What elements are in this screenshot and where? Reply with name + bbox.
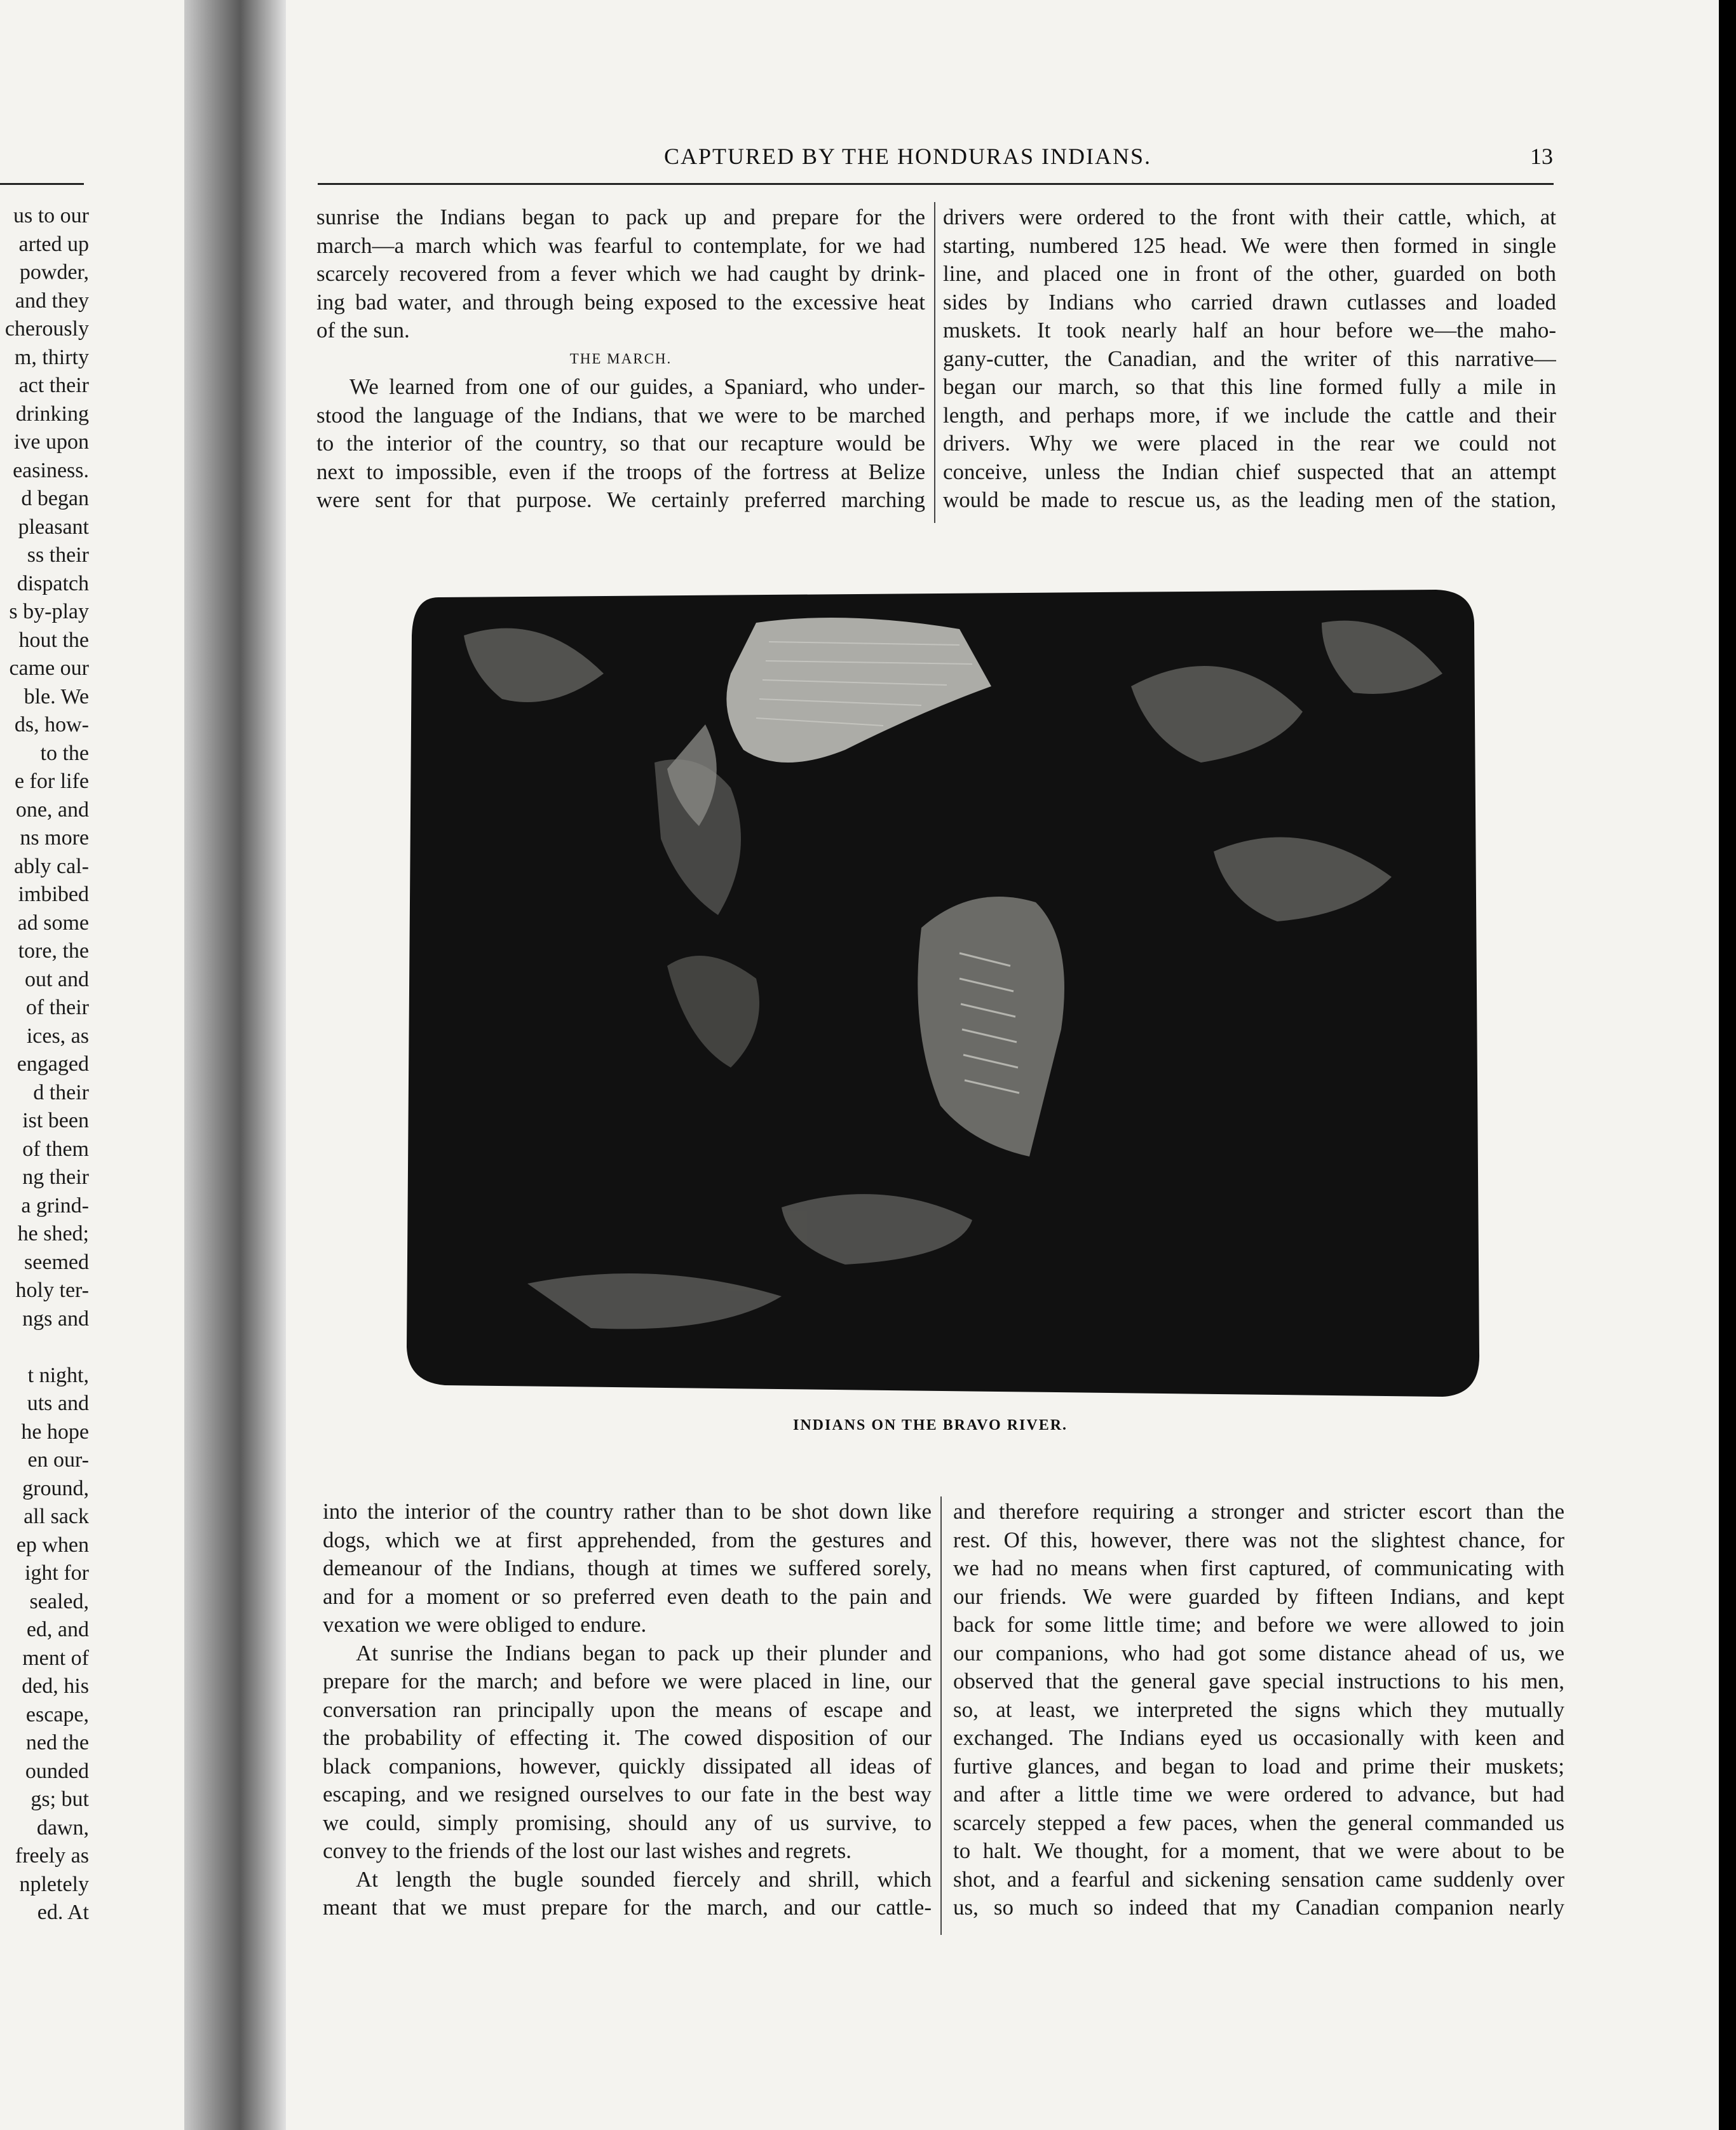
- text-line: conceive, unless the Indian chief suspected that an attempt: [943, 459, 1556, 484]
- bottom-column-divider: [940, 1496, 942, 1935]
- text-line: scarcely stepped a few paces, when the general commanded us: [953, 1810, 1564, 1835]
- text-line: ing bad water, and through being exposed to the excessive heat: [316, 289, 925, 315]
- facing-page-line: dawn,: [36, 1815, 89, 1840]
- text-line: next to impossible, even if the troops of the fortress at Belize: [316, 459, 925, 484]
- text-line: convey to the friends of the lost our last wishes and regrets.: [323, 1838, 852, 1863]
- top-left-paragraph-1: [316, 203, 925, 345]
- text-line: and therefore requiring a stronger and stricter escort than the: [953, 1499, 1564, 1524]
- jungle-hut-engraving: [400, 585, 1484, 1404]
- text-line: dogs, which we at first apprehended, from the gestures and: [323, 1527, 932, 1552]
- facing-page-line: ded, his: [22, 1674, 89, 1698]
- facing-page-line: ss their: [27, 543, 89, 567]
- text-line: conversation ran principally upon the means of escape and: [323, 1697, 932, 1722]
- top-column-divider: [934, 202, 935, 523]
- facing-page-line: d their: [33, 1080, 89, 1104]
- text-line: shot, and a fearful and sickening sensation came suddenly over: [953, 1866, 1564, 1892]
- text-line: sides by Indians who carried drawn cutlasses and loaded: [943, 289, 1556, 315]
- header-rule: [318, 183, 1554, 185]
- text-line: the probability of effecting it. The cowed disposition of our: [323, 1725, 932, 1750]
- text-line: rest. Of this, however, there was not the slightest chance, for: [953, 1527, 1564, 1552]
- facing-page-line: cherously: [4, 317, 89, 341]
- facing-page-line: pleasant: [18, 515, 89, 539]
- text-line: would be made to rescue us, as the leading men of the station,: [943, 487, 1556, 512]
- facing-page-line: uts and: [27, 1392, 89, 1415]
- facing-page-line: ns more: [20, 826, 89, 850]
- text-line: At length the bugle sounded fiercely and shrill, which: [356, 1866, 932, 1892]
- text-line: meant that we must prepare for the march, and our cattle-: [323, 1895, 932, 1920]
- facing-page-line: t night,: [27, 1363, 89, 1387]
- top-left-column: [316, 203, 925, 515]
- top-right-paragraph: [943, 203, 1556, 515]
- facing-page-line: drinking: [15, 402, 89, 426]
- facing-page-line: one, and: [15, 797, 89, 822]
- facing-page-line: ment of: [22, 1646, 89, 1670]
- facing-page-header-rule: [0, 183, 84, 185]
- facing-page-line: gs; but: [31, 1787, 89, 1811]
- facing-page-line: ngs and: [22, 1306, 89, 1331]
- bottom-left-column: [323, 1498, 932, 1922]
- facing-page-line: holy ter-: [15, 1279, 89, 1302]
- facing-page-line: ive upon: [13, 430, 89, 454]
- facing-page-line: a grind-: [21, 1193, 89, 1218]
- text-line: escaping, and we resigned ourselves to our fate in the best way: [323, 1782, 932, 1807]
- facing-page-line: ground,: [22, 1476, 89, 1500]
- text-line: At sunrise the Indians began to pack up their plunder and: [356, 1640, 932, 1665]
- section-subheading: THE MARCH.: [569, 350, 672, 367]
- text-line: to the interior of the country, so that our recapture would be: [316, 431, 925, 456]
- facing-page-line: sealed,: [29, 1589, 89, 1613]
- text-line: so, at least, we interpreted the signs which they mutually: [953, 1697, 1564, 1722]
- facing-page-line: ng their: [22, 1165, 89, 1189]
- text-line: scarcely recovered from a fever which we had caught by drink-: [316, 261, 925, 286]
- facing-page-line: ed, and: [26, 1618, 89, 1641]
- bottom-right-column: [953, 1498, 1564, 1922]
- facing-page-line: e for life: [14, 770, 89, 793]
- text-line: march—a march which was fearful to contemplate, for we had: [316, 233, 925, 258]
- facing-page-line: ist been: [22, 1109, 89, 1132]
- facing-page-line: ices, as: [26, 1024, 89, 1048]
- facing-page-line: tore, the: [18, 939, 89, 963]
- facing-page-line: ably cal-: [14, 854, 89, 878]
- text-line: to halt. We thought, for a moment, that we were about to be: [953, 1838, 1564, 1863]
- facing-page-line: ounded: [25, 1759, 89, 1783]
- text-line: exchanged. The Indians eyed us occasionally with keen and: [953, 1725, 1564, 1750]
- text-line: back for some little time; and before we were allowed to join: [953, 1612, 1564, 1637]
- text-line: began our march, so that this line formed fully a mile in: [943, 374, 1556, 399]
- text-line: muskets. It took nearly half an hour before we—the maho-: [943, 318, 1556, 343]
- facing-page-line: act their: [18, 374, 89, 397]
- facing-page-line: out and: [24, 967, 89, 991]
- facing-page-line: us to our: [13, 204, 89, 227]
- bottom-left-paragraph-3: [323, 1866, 932, 1922]
- facing-page-line: hout the: [18, 628, 89, 652]
- facing-page-line: all sack: [24, 1505, 89, 1528]
- text-line: stood the language of the Indians, that we were to be marched: [316, 402, 925, 428]
- top-left-paragraph-2: [316, 373, 925, 515]
- text-line: black companions, however, quickly dissipated all ideas of: [323, 1753, 932, 1779]
- bottom-right-paragraph: [953, 1498, 1564, 1922]
- text-line: were sent for that purpose. We certainly preferred marching: [316, 487, 925, 512]
- facing-page-line: ep when: [16, 1533, 89, 1557]
- figure-caption: INDIANS ON THE BRAVO RIVER.: [793, 1417, 1068, 1434]
- facing-page-line: he hope: [21, 1420, 89, 1444]
- text-line: our companions, who had got some distance ahead of us, we: [953, 1640, 1564, 1665]
- facing-page-text: [0, 202, 89, 1927]
- text-line: of the sun.: [316, 318, 410, 343]
- facing-page: [0, 0, 184, 2130]
- page-number: 13: [1530, 144, 1553, 169]
- bottom-left-paragraph-1: [323, 1498, 932, 1639]
- facing-page-line: imbibed: [18, 883, 89, 906]
- facing-page-line: s by-play: [9, 600, 89, 623]
- text-line: our friends. We were guarded by fifteen Indians, and kept: [953, 1584, 1564, 1609]
- book-gutter: [184, 0, 286, 2130]
- text-line: and for a moment or so preferred even death to the pain and: [323, 1584, 932, 1609]
- facing-page-line: escape,: [25, 1702, 89, 1726]
- facing-page-line: powder,: [19, 261, 89, 284]
- text-line: prepare for the march; and before we were placed in line, our: [323, 1669, 932, 1693]
- top-right-column: [943, 203, 1556, 515]
- facing-page-line: ed. At: [37, 1901, 89, 1924]
- text-line: we had no means when first captured, of communicating with: [953, 1556, 1564, 1580]
- facing-page-line: ned the: [25, 1731, 89, 1754]
- facing-page-line: ight for: [24, 1561, 89, 1585]
- facing-page-line: to the: [40, 741, 89, 765]
- facing-page-line: ble. We: [24, 684, 89, 709]
- facing-page-line: came our: [9, 656, 89, 680]
- text-line: us, so much so indeed that my Canadian companion nearly: [953, 1895, 1564, 1920]
- text-line: and after a little time we were ordered to advance, but had: [953, 1782, 1564, 1807]
- text-line: drivers. Why we were placed in the rear we could not: [943, 431, 1556, 456]
- text-line: demeanour of the Indians, though at times we suffered sorely,: [323, 1556, 932, 1580]
- text-line: drivers were ordered to the front with their cattle, which, at: [943, 205, 1556, 229]
- facing-page-line: ds, how-: [14, 713, 89, 736]
- text-line: vexation we were obliged to endure.: [323, 1612, 647, 1637]
- facing-page-line: easiness.: [13, 458, 89, 482]
- facing-page-line: m, thirty: [14, 345, 89, 369]
- text-line: into the interior of the country rather than to be shot down like: [323, 1499, 932, 1524]
- facing-page-line: he shed;: [17, 1222, 89, 1245]
- facing-page-line: of their: [25, 996, 89, 1019]
- facing-page-line: [0, 1333, 89, 1362]
- text-line: we could, simply promising, should any of us survive, to: [323, 1810, 932, 1835]
- facing-page-line: and they: [15, 288, 89, 313]
- facing-page-line: en our-: [27, 1448, 89, 1472]
- running-head: CAPTURED BY THE HONDURAS INDIANS.: [664, 144, 1152, 169]
- text-line: observed that the general gave special instructions to his men,: [953, 1669, 1564, 1693]
- facing-page-line: engaged: [17, 1052, 89, 1076]
- engraving-illustration: [400, 585, 1484, 1404]
- facing-page-line: freely as: [15, 1844, 89, 1868]
- facing-page-line: seemed: [24, 1250, 89, 1274]
- text-line: length, and perhaps more, if we include the cattle and their: [943, 402, 1556, 428]
- text-line: starting, numbered 125 head. We were then formed in single: [943, 233, 1556, 258]
- text-line: gany-cutter, the Canadian, and the writer of this narrative—: [943, 346, 1556, 371]
- facing-page-line: arted up: [18, 232, 89, 256]
- facing-page-line: ad some: [17, 911, 89, 935]
- facing-page-line: d began: [21, 487, 89, 510]
- facing-page-line: dispatch: [17, 571, 89, 595]
- text-line: furtive glances, and began to load and prime their muskets;: [953, 1753, 1564, 1779]
- text-line: line, and placed one in front of the other, guarded on both: [943, 261, 1556, 286]
- facing-page-line: npletely: [19, 1872, 89, 1896]
- bottom-left-paragraph-2: [323, 1639, 932, 1866]
- text-line: We learned from one of our guides, a Spaniard, who under-: [349, 374, 925, 399]
- text-line: sunrise the Indians began to pack up and prepare for the: [316, 205, 925, 229]
- facing-page-line: of them: [22, 1137, 89, 1161]
- scan-border: [1719, 0, 1736, 2130]
